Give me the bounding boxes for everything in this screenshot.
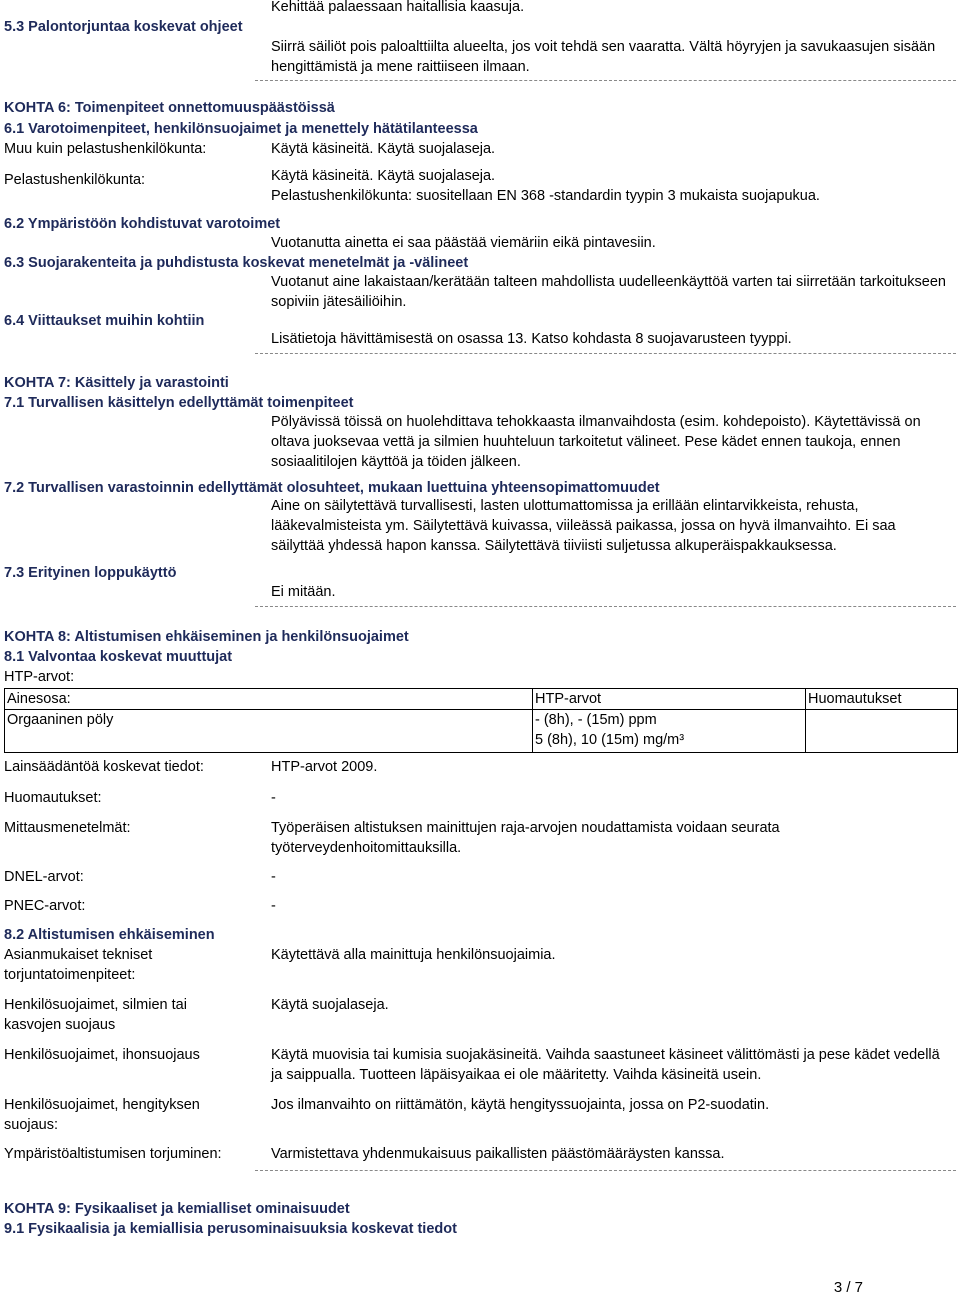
dnel-value: -: [271, 869, 276, 885]
table-cell-values: [533, 710, 806, 753]
personnel-label: Pelastushenkilökunta:: [4, 172, 146, 188]
heading-7-3: 7.3 Erityinen loppukäyttö: [4, 565, 177, 581]
value-line: - (8h), - (15m) ppm: [535, 712, 657, 728]
respiratory-protection-label: Henkilösuojaimet, hengityksen suojaus:: [4, 1097, 200, 1133]
value-line: 5 (8h), 10 (15m) mg/m³: [535, 732, 685, 748]
text-6-2: Vuotanutta ainetta ei saa päästää viemäriin eikä pintavesiin.: [271, 235, 656, 251]
section5-top-text: Kehittää palaessaan haitallisia kaasuja.: [271, 0, 525, 15]
table-cell-component: Orgaaninen pöly: [5, 710, 533, 753]
nonpersonnel-label: Muu kuin pelastushenkilökunta:: [4, 141, 207, 157]
divider: [255, 1170, 956, 1171]
pnec-value: -: [271, 898, 276, 914]
page-number: 3 / 7: [833, 1279, 863, 1296]
column-header: Huomautukset: [806, 689, 958, 710]
heading-8-1: 8.1 Valvontaa koskevat muuttujat: [4, 649, 233, 665]
heading-6-4: 6.4 Viittaukset muihin kohtiin: [4, 313, 205, 329]
personnel-value-2: Pelastushenkilökunta: suositellaan EN 368 -standardin tyypin 3 mukaista suojapukua.: [271, 188, 820, 204]
heading-8-2: 8.2 Altistumisen ehkäiseminen: [4, 927, 215, 943]
text-5-3: Siirrä säiliöt pois paloalttiilta alueelta, jos voit tehdä sen vaaratta. Vältä höyryjen ja savukaasujen sisään hengittämistä ja mene raittiiseen ilmaan.: [271, 39, 936, 75]
respiratory-protection-value: Jos ilmanvaihto on riittämätön, käytä hengityssuojainta, jossa on P2-suodatin.: [271, 1097, 770, 1113]
table-cell-note: [806, 710, 958, 753]
section-6-title: KOHTA 6: Toimenpiteet onnettomuuspäästöissä: [4, 100, 335, 116]
law-value: HTP-arvot 2009.: [271, 759, 378, 775]
engineering-controls-value: Käytettävä alla mainittuja henkilönsuojaimia.: [271, 947, 556, 963]
text-6-4: Lisätietoja hävittämisestä on osassa 13. Katso kohdasta 8 suojavarusteen tyyppi.: [271, 331, 792, 347]
engineering-controls-label: Asianmukaiset tekniset torjuntatoimenpiteet:: [4, 947, 153, 983]
column-header: HTP-arvot: [533, 689, 806, 710]
eye-protection-value: Käytä suojalaseja.: [271, 997, 389, 1013]
skin-protection-label: Henkilösuojaimet, ihonsuojaus: [4, 1047, 200, 1063]
dnel-label: DNEL-arvot:: [4, 869, 84, 885]
section-9-title: KOHTA 9: Fysikaaliset ja kemialliset ominaisuudet: [4, 1201, 350, 1217]
notes-label: Huomautukset:: [4, 790, 102, 806]
text-7-3: Ei mitään.: [271, 584, 336, 600]
skin-protection-value: Käytä muovisia tai kumisia suojakäsineitä. Vaihda saastuneet käsineet välittömästi ja pese kädet vedellä ja saippualla. Tuotteen läpäisyaikaa ei ole määritetty. Vaihda käsineitä usein.: [271, 1047, 940, 1083]
htp-caption: HTP-arvot:: [4, 669, 75, 685]
text-6-3: Vuotanut aine lakaistaan/kerätään talteen mahdollista uudelleenkäyttöä varten tai siirretään tarkoitukseen sopiviin jätesäiliöihin.: [271, 274, 946, 310]
personnel-value-1: Käytä käsineitä. Käytä suojalaseja.: [271, 168, 496, 184]
text-7-2: Aine on säilytettävä turvallisesti, lasten ulottumattomissa ja erillään elintarvikkeista, rehusta, lääkevalmisteista ym. Säilytettävä kuivassa, viileässä paikassa, jossa on hyvä ilmanvaihto. Ei saa säilyttää yhdessä hapon kanssa. Säilytettävä tiiviisti suljetussa alkuperäispakkauksessa.: [271, 498, 896, 554]
heading-9-1: 9.1 Fysikaalisia ja kemiallisia perusominaisuuksia koskevat tiedot: [4, 1221, 457, 1237]
method-label: Mittausmenetelmät:: [4, 820, 131, 836]
heading-6-3: 6.3 Suojarakenteita ja puhdistusta koskevat menetelmät ja -välineet: [4, 255, 469, 271]
heading-7-2: 7.2 Turvallisen varastoinnin edellyttämät olosuhteet, mukaan luettuina yhteensopimattomuudet: [4, 480, 660, 496]
law-label: Lainsäädäntöä koskevat tiedot:: [4, 759, 204, 775]
exposure-limits-table: [4, 688, 958, 753]
divider: [255, 606, 956, 607]
heading-6-2: 6.2 Ympäristöön kohdistuvat varotoimet: [4, 216, 281, 232]
environmental-label: Ympäristöaltistumisen torjuminen:: [4, 1146, 222, 1162]
section-7-title: KOHTA 7: Käsittely ja varastointi: [4, 375, 229, 391]
pnec-label: PNEC-arvot:: [4, 898, 86, 914]
table-row: [5, 710, 958, 753]
section-8-title: KOHTA 8: Altistumisen ehkäiseminen ja henkilönsuojaimet: [4, 629, 409, 645]
table-header-row: [5, 689, 958, 710]
text-7-1: Pölyävissä töissä on huolehdittava tehokkaasta ilmanvaihdosta (esim. kohdepoisto). Käytettävissä on oltava juoksevaa vettä ja silmien huuhteluun tarkoitetut välineet. Pese kädet ennen taukoja, ennen sosiaalitilojen käyttöä ja töiden jälkeen.: [271, 414, 921, 470]
nonpersonnel-value: Käytä käsineitä. Käytä suojalaseja.: [271, 141, 496, 157]
divider: [255, 80, 956, 81]
notes-value: -: [271, 790, 276, 806]
method-value: Työperäisen altistuksen mainittujen raja-arvojen noudattamista voidaan seurata työterveydenhoitomittauksilla.: [271, 820, 780, 856]
heading-7-1: 7.1 Turvallisen käsittelyn edellyttämät toimenpiteet: [4, 395, 354, 411]
environmental-value: Varmistettava yhdenmukaisuus paikallisten päästömääräysten kanssa.: [271, 1146, 725, 1162]
column-header: Ainesosa:: [5, 689, 533, 710]
heading-6-1: 6.1 Varotoimenpiteet, henkilönsuojaimet ja menettely hätätilanteessa: [4, 121, 478, 137]
heading-5-3: 5.3 Palontorjuntaa koskevat ohjeet: [4, 19, 243, 35]
eye-protection-label: Henkilösuojaimet, silmien tai kasvojen suojaus: [4, 997, 187, 1033]
divider: [255, 353, 956, 354]
